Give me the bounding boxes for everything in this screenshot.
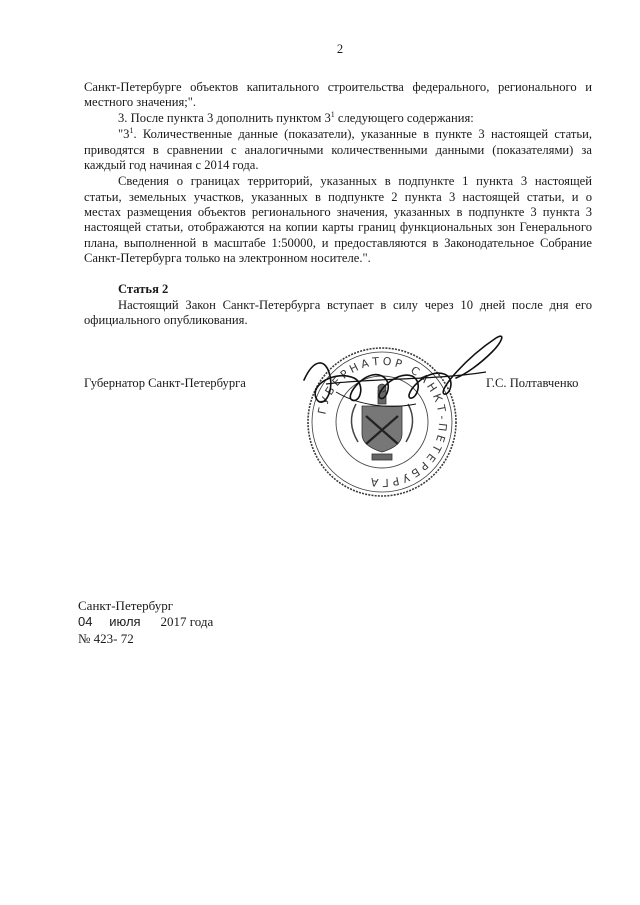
para3-sup: 1: [129, 126, 134, 135]
para4-line5: плана, выполненной в масштабе 1:50000, и предоставляются в Законодательное Собрание: [84, 236, 592, 250]
signature-name: Г.С. Полтавченко: [486, 376, 579, 390]
para4-line6: Санкт-Петербурга только на электронном носителе.".: [84, 251, 371, 265]
para3-line2: приводятся в сравнении с аналогичными количественными данными (показателями) за: [84, 143, 592, 157]
para3-line1: [118, 127, 592, 142]
para4-line3: местах размещения объектов регионального значения, указанных в подпункте 3 пункта 3: [84, 205, 592, 219]
para2-post: следующего содержания:: [334, 111, 474, 125]
page-number: 2: [336, 42, 344, 56]
article2-line1: Настоящий Закон Санкт-Петербурга вступает в силу через 10 дней после дня его: [118, 298, 592, 312]
para2: [118, 111, 474, 126]
para4-line1: Сведения о границах территорий, указанных в подпункте 1 пункта 3 настоящей: [118, 174, 592, 188]
para3-l1a: "3: [118, 127, 130, 141]
para3-l1b: . Количественные данные (показатели), указанные в пункте 3 настоящей статьи,: [133, 127, 592, 141]
article2-line2: официального опубликования.: [84, 313, 248, 327]
para4-line2: статьи, земельных участков, указанных в подпункте 2 пункта 3 настоящей статьи, и о: [84, 190, 592, 204]
para1-line1: Санкт-Петербурге объектов капитального строительства федерального, регионального и: [84, 80, 592, 94]
footer-date: [78, 614, 213, 629]
footer-month: июля: [109, 614, 141, 629]
signature-position: Губернатор Санкт-Петербурга: [84, 376, 246, 390]
para2-pre: 3. После пункта 3 дополнить пунктом 3: [118, 111, 331, 125]
para4-line4: настоящей статьи, отображаются на копии карты границ функциональных зон Генерального: [84, 220, 592, 234]
footer-number: № 423- 72: [78, 631, 134, 646]
para3-line3: каждый год начиная с 2014 года.: [84, 158, 259, 172]
seal-ring-text: ГУБЕРНАТОР САНКТ-ПЕТЕРБУРГА: [315, 354, 450, 490]
para2-sup: 1: [330, 110, 335, 119]
footer-city: Санкт-Петербург: [78, 598, 174, 613]
para1-line2: местного значения;".: [84, 95, 197, 109]
footer-day: 04: [78, 614, 93, 629]
article2-title: Статья 2: [118, 282, 169, 296]
footer-year: 2017 года: [160, 614, 214, 629]
